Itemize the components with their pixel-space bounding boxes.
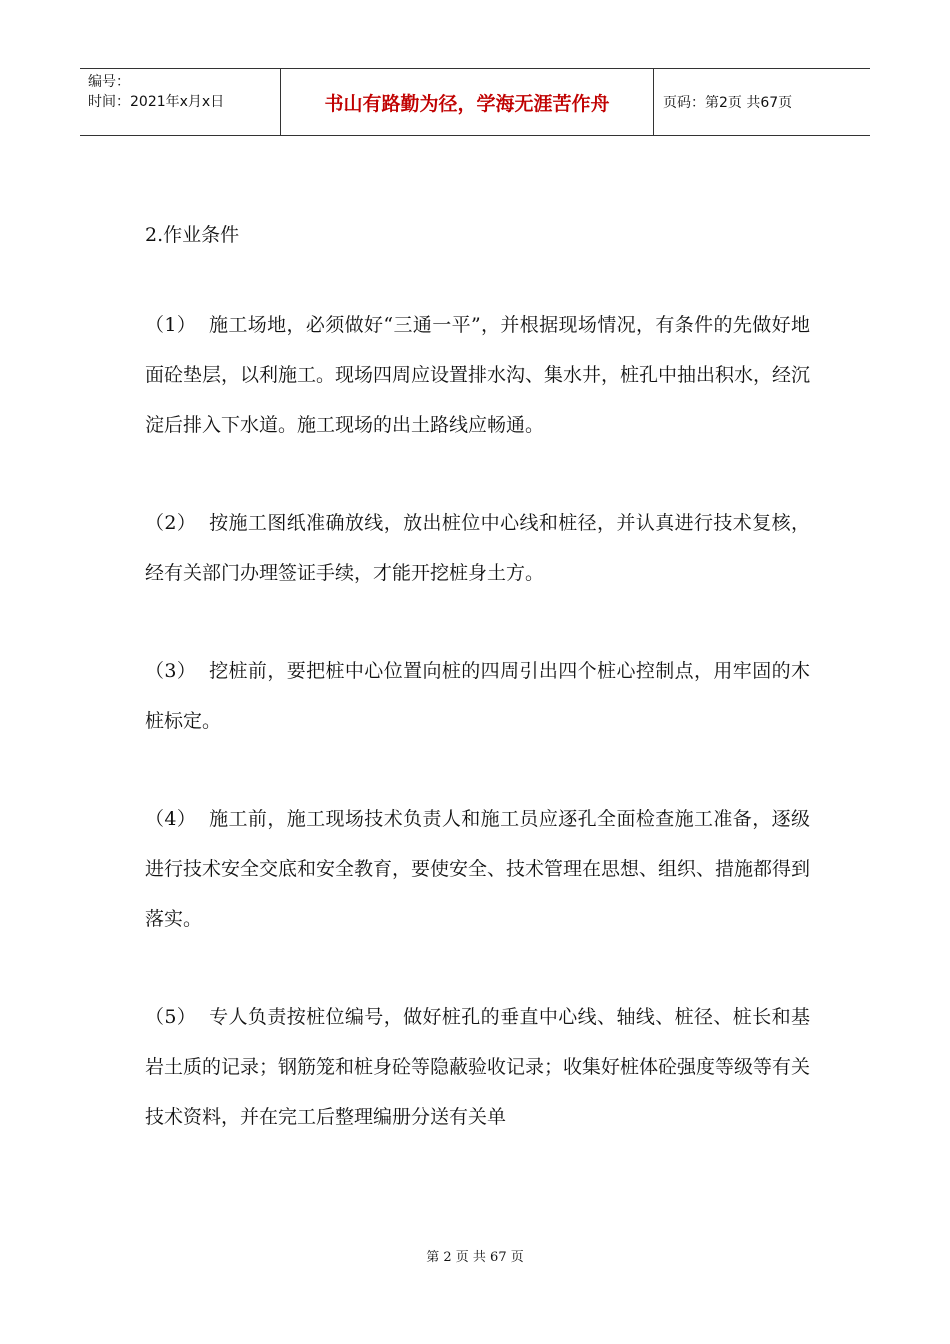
paragraph-2: （2） 按施工图纸准确放线，放出桩位中心线和桩径，并认真进行技术复核，经有关部门办理签证手续，才能开挖桩身土方。 [145, 512, 810, 584]
time-label: 时间：2021年x月x日 [88, 94, 225, 110]
header-meta [80, 69, 281, 135]
number-label: 编号： [88, 74, 130, 90]
document-body [145, 210, 810, 1190]
paragraph-5: （5） 专人负责按桩位编号，做好桩孔的垂直中心线、轴线、桩径、桩长和基岩土质的记录；钢筋笼和桩身砼等隐蔽验收记录；收集好桩体砼强度等级等有关技术资料，并在完工后整理编册分送有关单 [145, 1006, 811, 1128]
paragraph-1: （1） 施工场地，必须做好“三通一平”，并根据现场情况，有条件的先做好地面砼垫层，以利施工。现场四周应设置排水沟、集水井，桩孔中抽出积水，经沉淀后排入下水道。施工现场的出土路线应畅通。 [145, 314, 811, 436]
header-motto: 书山有路勤为径，学海无涯苦作舟 [281, 69, 654, 135]
header-page-info: 页码：第2页 共67页 [663, 95, 793, 111]
paragraph-4: （4） 施工前，施工现场技术负责人和施工员应逐孔全面检查施工准备，逐级进行技术安全交底和安全教育，要使安全、技术管理在思想、组织、措施都得到落实。 [145, 808, 811, 930]
paragraph-3: （3） 挖桩前，要把桩中心位置向桩的四周引出四个桩心控制点，用牢固的木桩标定。 [145, 660, 810, 732]
section-heading: 2.作业条件 [145, 224, 240, 246]
page-footer: 第 2 页 共 67 页 [426, 1250, 524, 1265]
page-header [80, 68, 870, 136]
